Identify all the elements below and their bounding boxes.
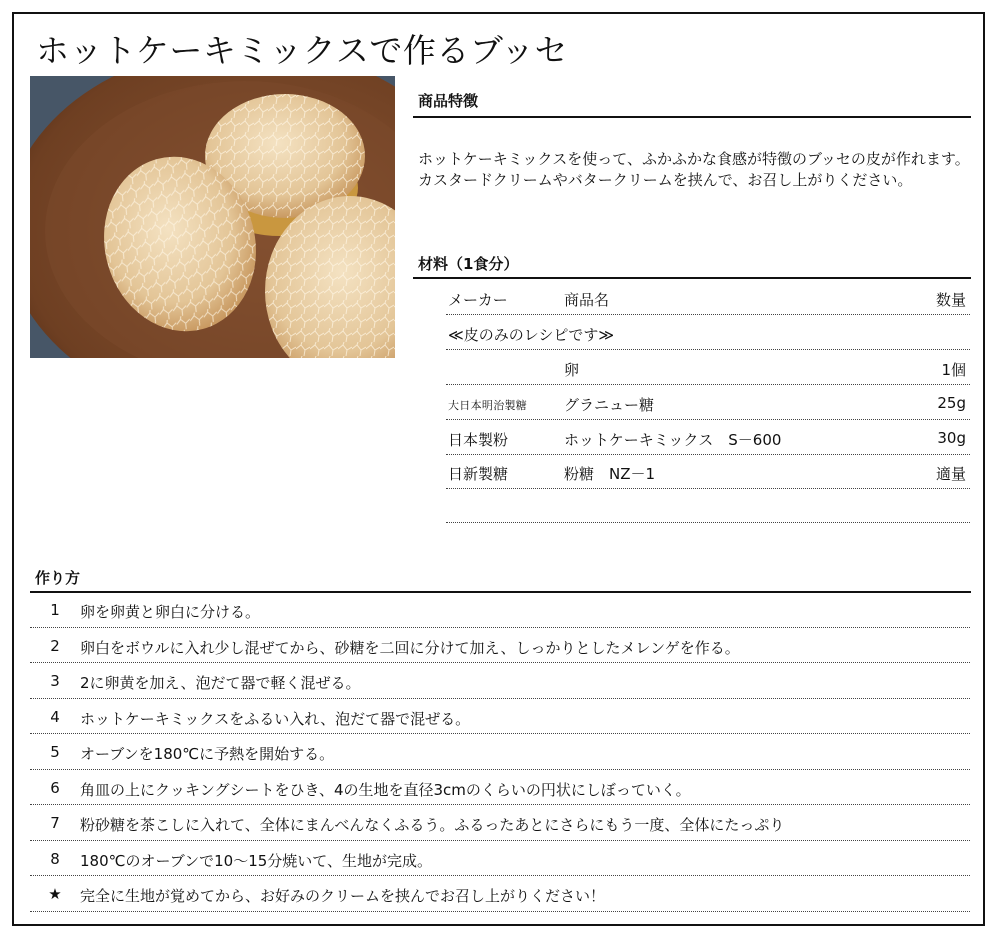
ingredients-end-rule [446, 522, 970, 523]
busse-photo-icon [30, 76, 395, 358]
step-text: 卵を卵黄と卵白に分ける。 [80, 603, 261, 621]
ingredient-maker: 大日本明治製糖 [448, 399, 528, 412]
method-step [30, 663, 970, 699]
column-maker: メーカー [448, 291, 508, 309]
method-step [30, 770, 970, 806]
method-step [30, 628, 970, 664]
features-rule [413, 116, 971, 118]
ingredients-heading: 材料（1食分） [418, 255, 519, 273]
step-text: 卵白をボウルに入れ少し混ぜてから、砂糖を二回に分けて加え、しっかりとしたメレンゲを作る。 [80, 638, 740, 657]
busse-photo [30, 76, 395, 358]
step-number: 3 [50, 672, 60, 690]
ingredient-qty: 30g [937, 429, 966, 447]
step-number: 2 [50, 636, 60, 655]
method-step [30, 876, 970, 912]
ingredient-qty: 1個 [941, 361, 966, 379]
step-text: 粉砂糖を茶こしに入れて、全体にまんべんなくふるう。ふるったあとにさらにもう一度、全体にたっぷり [80, 816, 785, 834]
ingredient-name: 粉糖 NZ－1 [564, 465, 656, 483]
method-step [30, 699, 970, 735]
ingredient-name: グラニュー糖 [564, 396, 655, 414]
method-step [30, 841, 970, 877]
ingredient-qty: 適量 [935, 465, 966, 483]
ingredient-name: 卵 [564, 361, 580, 379]
recipe-note: ≪皮のみのレシピです≫ [448, 326, 615, 344]
ingredients-rule [413, 277, 971, 279]
method-step [30, 592, 970, 628]
step-number: 4 [50, 707, 60, 726]
step-text: 完全に生地が覚めてから、お好みのクリームを挟んでお召し上がりください！ [80, 887, 606, 905]
ingredient-row [446, 420, 970, 455]
ingredient-row [446, 385, 970, 420]
step-text: オーブンを180℃に予熱を開始する。 [80, 745, 335, 763]
ingredients-header-row [446, 280, 970, 315]
ingredient-row [446, 350, 970, 385]
step-text: ホットケーキミックスをふるい入れ、泡だて器で混ぜる。 [80, 709, 471, 728]
step-text: 180℃のオーブンで10～15分焼いて、生地が完成。 [80, 851, 433, 870]
step-text: 2に卵黄を加え、泡だて器で軽く混ぜる。 [80, 674, 361, 692]
method-step [30, 734, 970, 770]
features-text: ホットケーキミックスを使って、ふかふかな食感が特徴のブッセの皮が作れます。カスタードクリームやバタークリームを挟んで、お召し上がりください。 [418, 150, 970, 189]
step-number: 1 [50, 601, 60, 619]
step-text: 角皿の上にクッキングシートをひき、4の生地を直径3cmのくらいの円状にしぼっていく。 [80, 780, 691, 799]
column-qty: 数量 [935, 291, 966, 309]
ingredient-qty: 25g [937, 394, 966, 412]
ingredient-maker: 日本製粉 [448, 431, 509, 449]
ingredient-name: ホットケーキミックス S－600 [564, 431, 782, 449]
features-heading: 商品特徴 [418, 92, 479, 110]
column-name: 商品名 [564, 291, 610, 309]
method-step [30, 805, 970, 841]
method-steps [30, 592, 970, 912]
star-icon: ★ [48, 885, 62, 903]
ingredient-row [446, 454, 970, 489]
recipe-title: ホットケーキミックスで作るブッセ [36, 31, 569, 70]
step-number: 8 [50, 849, 60, 868]
ingredient-maker: 日新製糖 [448, 465, 509, 483]
step-number: 5 [50, 743, 60, 761]
ingredients-note-row [446, 315, 970, 350]
step-number: 6 [50, 778, 60, 797]
step-number: 7 [50, 814, 60, 832]
method-heading: 作り方 [35, 569, 81, 587]
